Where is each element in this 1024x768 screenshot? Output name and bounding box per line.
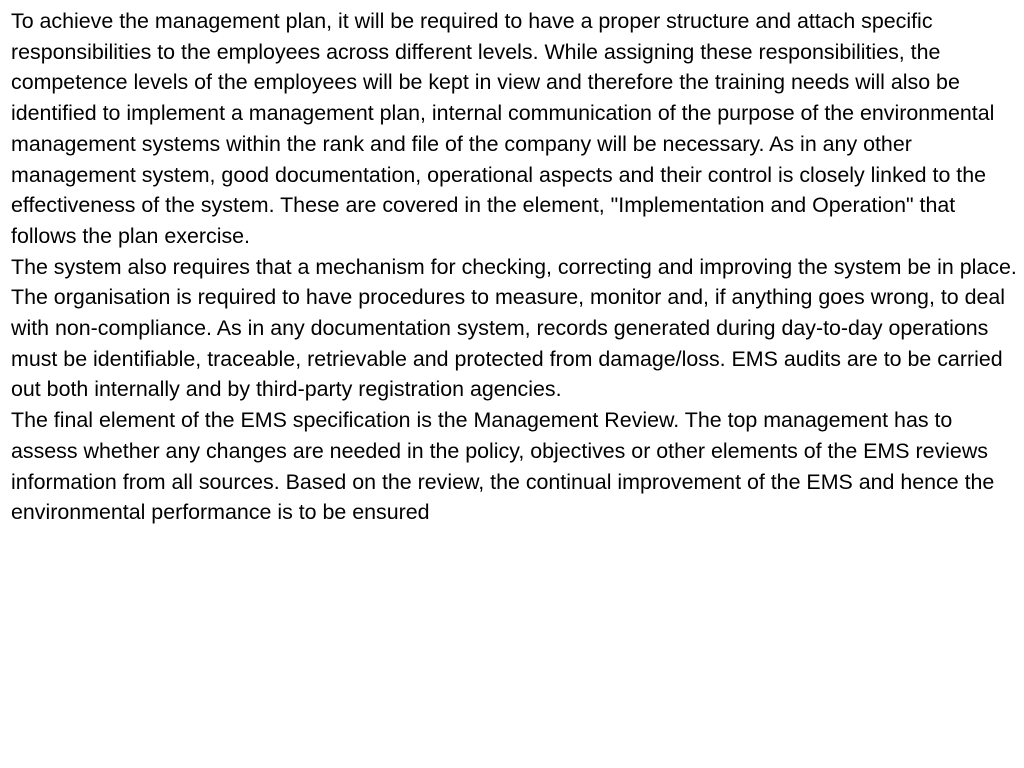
paragraph-checking: The system also requires that a mechanism for checking, correcting and improving the system be in place. The organisation is required to have procedures to measure, monitor and, if anything goes wrong, to deal with non-compliance. As in any documentation system, records generated during day-to-day operations must be identifiable, traceable, retrievable and protected from damage/loss. EMS audits are to be carried out both internally and by third-party registration agencies. bbox=[11, 254, 1017, 402]
paragraph-implementation: To achieve the management plan, it will be required to have a proper structure and attach specific responsibilities to the employees across different levels. While assigning these responsibilities, the competence levels of the employees will be kept in view and therefore the training needs will also be identified to implement a management plan, internal communication of the purpose of the environmental management systems within the rank and file of the company will be necessary. As in any other management system, good documentation, operational aspects and their control is closely linked to the effectiveness of the system. These are covered in the element, "Implementation and Operation" that follows the plan exercise. bbox=[11, 9, 995, 248]
paragraph-management-review: The final element of the EMS specification is the Management Review. The top management has to assess whether any changes are needed in the policy, objectives or other elements of the EMS reviews information from all sources. Based on the review, the continual improvement of the EMS and hence the environmental performance is to be ensured bbox=[11, 408, 995, 525]
body-text bbox=[11, 6, 1019, 528]
